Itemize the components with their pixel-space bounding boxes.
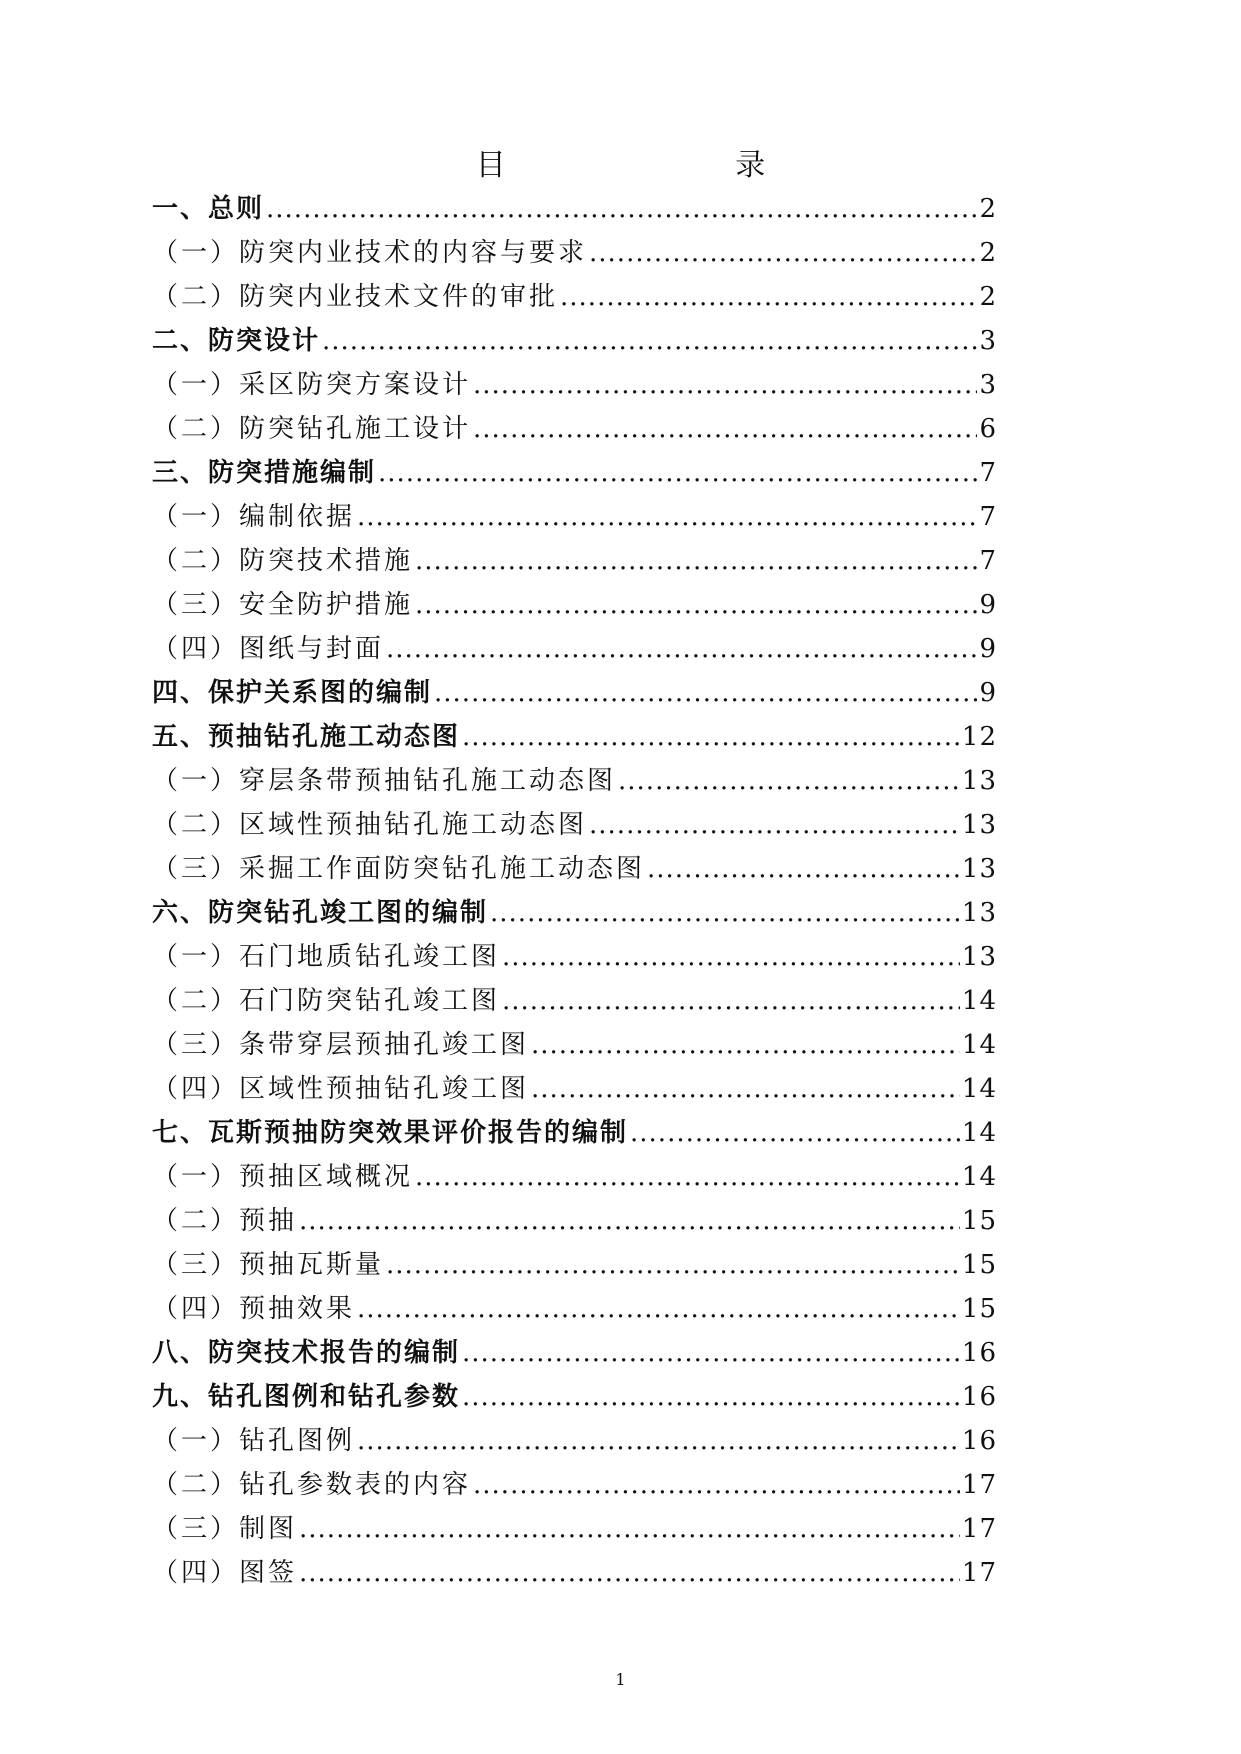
toc-entry-label: （三）安全防护措施	[152, 590, 414, 620]
toc-subsection-entry[interactable]	[152, 936, 997, 980]
toc-section-entry[interactable]	[152, 892, 997, 936]
toc-dot-leader	[502, 942, 960, 972]
toc-subsection-entry[interactable]	[152, 1024, 997, 1068]
toc-entry-page-number: 2	[979, 238, 997, 268]
toc-dot-leader	[462, 1338, 960, 1368]
toc-subsection-entry[interactable]	[152, 584, 997, 628]
toc-dot-leader	[434, 678, 977, 708]
page-number: 1	[615, 1670, 626, 1689]
toc-entry-label: （一）编制依据	[152, 502, 356, 532]
toc-entry-page-number: 3	[979, 370, 997, 400]
toc-entry-label: （二）防突技术措施	[152, 546, 414, 576]
toc-entry-label: （二）防突内业技术文件的审批	[152, 282, 559, 312]
toc-entry-label: （二）防突钻孔施工设计	[152, 414, 472, 444]
toc-subsection-entry[interactable]	[152, 1508, 997, 1552]
toc-subsection-entry[interactable]	[152, 804, 997, 848]
toc-entry-label: 三、防突措施编制	[152, 458, 377, 488]
toc-section-entry[interactable]	[152, 672, 997, 716]
toc-entry-page-number: 3	[979, 326, 997, 356]
toc-entry-page-number: 9	[979, 678, 997, 708]
toc-subsection-entry[interactable]	[152, 364, 997, 408]
toc-dot-leader	[299, 1514, 960, 1544]
toc-dot-leader	[502, 986, 960, 1016]
toc-subsection-entry[interactable]	[152, 232, 997, 276]
toc-subsection-entry[interactable]	[152, 1420, 997, 1464]
toc-entry-page-number: 15	[961, 1294, 997, 1324]
toc-entry-label: （一）穿层条带预抽钻孔施工动态图	[152, 766, 617, 796]
toc-section-entry[interactable]	[152, 1376, 997, 1420]
toc-dot-leader	[386, 1250, 960, 1280]
toc-entry-page-number: 15	[961, 1206, 997, 1236]
toc-entry-page-number: 14	[961, 1074, 997, 1104]
toc-dot-leader	[357, 1294, 960, 1324]
toc-section-entry[interactable]	[152, 1332, 997, 1376]
toc-entry-label: （二）预抽	[152, 1206, 298, 1236]
toc-dot-leader	[378, 458, 977, 488]
toc-entry-label: （三）制图	[152, 1514, 298, 1544]
toc-subsection-entry[interactable]	[152, 1156, 997, 1200]
toc-entry-label: （三）预抽瓦斯量	[152, 1250, 385, 1280]
toc-entry-page-number: 14	[961, 1030, 997, 1060]
toc-section-entry[interactable]	[152, 1112, 997, 1156]
toc-entry-label: （一）预抽区域概况	[152, 1162, 414, 1192]
toc-entry-label: （三）条带穿层预抽孔竣工图	[152, 1030, 530, 1060]
toc-entry-label: （二）石门防突钻孔竣工图	[152, 986, 501, 1016]
toc-entry-label: （四）图签	[152, 1558, 298, 1588]
toc-subsection-entry[interactable]	[152, 628, 997, 672]
toc-subsection-entry[interactable]	[152, 760, 997, 804]
toc-entry-page-number: 14	[961, 986, 997, 1016]
toc-subsection-entry[interactable]	[152, 1288, 997, 1332]
toc-dot-leader	[473, 370, 977, 400]
toc-dot-leader	[357, 502, 977, 532]
toc-entry-page-number: 12	[961, 722, 997, 752]
toc-section-entry[interactable]	[152, 188, 997, 232]
toc-entry-page-number: 14	[961, 1118, 997, 1148]
toc-dot-leader	[462, 722, 960, 752]
page-title: 目 录	[475, 148, 876, 183]
toc-entry-label: （一）石门地质钻孔竣工图	[152, 942, 501, 972]
toc-entry-label: 二、防突设计	[152, 326, 321, 356]
toc-dot-leader	[560, 282, 977, 312]
toc-dot-leader	[299, 1558, 960, 1588]
toc-subsection-entry[interactable]	[152, 496, 997, 540]
toc-entry-page-number: 17	[961, 1558, 997, 1588]
toc-section-entry[interactable]	[152, 716, 997, 760]
toc-dot-leader	[462, 1382, 960, 1412]
toc-entry-page-number: 17	[961, 1514, 997, 1544]
table-of-contents	[152, 188, 997, 1596]
toc-entry-label: （四）预抽效果	[152, 1294, 356, 1324]
toc-entry-label: 九、钻孔图例和钻孔参数	[152, 1382, 461, 1412]
toc-entry-label: （二）钻孔参数表的内容	[152, 1470, 472, 1500]
toc-dot-leader	[589, 238, 977, 268]
toc-entry-page-number: 9	[979, 590, 997, 620]
toc-dot-leader	[386, 634, 977, 664]
toc-entry-label: 四、保护关系图的编制	[152, 678, 433, 708]
toc-entry-page-number: 13	[961, 854, 997, 884]
toc-entry-label: （三）采掘工作面防突钻孔施工动态图	[152, 854, 646, 884]
toc-entry-label: 七、瓦斯预抽防突效果评价报告的编制	[152, 1118, 629, 1148]
toc-subsection-entry[interactable]	[152, 980, 997, 1024]
toc-entry-label: （一）采区防突方案设计	[152, 370, 472, 400]
toc-entry-page-number: 7	[979, 546, 997, 576]
toc-subsection-entry[interactable]	[152, 408, 997, 452]
toc-dot-leader	[647, 854, 960, 884]
toc-entry-page-number: 17	[961, 1470, 997, 1500]
toc-entry-label: 一、总则	[152, 194, 265, 224]
toc-entry-page-number: 16	[961, 1426, 997, 1456]
toc-entry-page-number: 13	[961, 810, 997, 840]
toc-section-entry[interactable]	[152, 452, 997, 496]
toc-entry-page-number: 15	[961, 1250, 997, 1280]
toc-entry-label: 八、防突技术报告的编制	[152, 1338, 461, 1368]
toc-dot-leader	[357, 1426, 960, 1456]
toc-entry-page-number: 9	[979, 634, 997, 664]
toc-dot-leader	[266, 194, 977, 224]
toc-entry-label: （一）防突内业技术的内容与要求	[152, 238, 588, 268]
toc-subsection-entry[interactable]	[152, 1200, 997, 1244]
toc-dot-leader	[618, 766, 960, 796]
toc-dot-leader	[589, 810, 960, 840]
toc-entry-label: 五、预抽钻孔施工动态图	[152, 722, 461, 752]
toc-entry-page-number: 13	[961, 942, 997, 972]
toc-entry-page-number: 16	[961, 1382, 997, 1412]
toc-dot-leader	[299, 1206, 960, 1236]
toc-subsection-entry[interactable]	[152, 276, 997, 320]
toc-entry-page-number: 7	[979, 502, 997, 532]
toc-dot-leader	[531, 1074, 960, 1104]
toc-dot-leader	[630, 1118, 960, 1148]
toc-entry-label: （二）区域性预抽钻孔施工动态图	[152, 810, 588, 840]
toc-dot-leader	[473, 1470, 960, 1500]
toc-dot-leader	[415, 1162, 960, 1192]
toc-entry-label: （一）钻孔图例	[152, 1426, 356, 1456]
toc-dot-leader	[322, 326, 977, 356]
toc-section-entry[interactable]	[152, 320, 997, 364]
toc-subsection-entry[interactable]	[152, 1244, 997, 1288]
toc-dot-leader	[490, 898, 960, 928]
toc-dot-leader	[473, 414, 977, 444]
toc-subsection-entry[interactable]	[152, 1068, 997, 1112]
toc-entry-page-number: 13	[961, 898, 997, 928]
toc-entry-page-number: 7	[979, 458, 997, 488]
toc-subsection-entry[interactable]	[152, 540, 997, 584]
toc-entry-page-number: 2	[979, 194, 997, 224]
toc-subsection-entry[interactable]	[152, 848, 997, 892]
toc-subsection-entry[interactable]	[152, 1464, 997, 1508]
toc-entry-page-number: 14	[961, 1162, 997, 1192]
toc-entry-label: （四）图纸与封面	[152, 634, 385, 664]
toc-entry-label: 六、防突钻孔竣工图的编制	[152, 898, 489, 928]
toc-dot-leader	[415, 590, 977, 620]
toc-entry-page-number: 13	[961, 766, 997, 796]
toc-entry-page-number: 2	[979, 282, 997, 312]
toc-subsection-entry[interactable]	[152, 1552, 997, 1596]
toc-entry-label: （四）区域性预抽钻孔竣工图	[152, 1074, 530, 1104]
toc-dot-leader	[415, 546, 977, 576]
toc-entry-page-number: 6	[979, 414, 997, 444]
toc-dot-leader	[531, 1030, 960, 1060]
toc-entry-page-number: 16	[961, 1338, 997, 1368]
